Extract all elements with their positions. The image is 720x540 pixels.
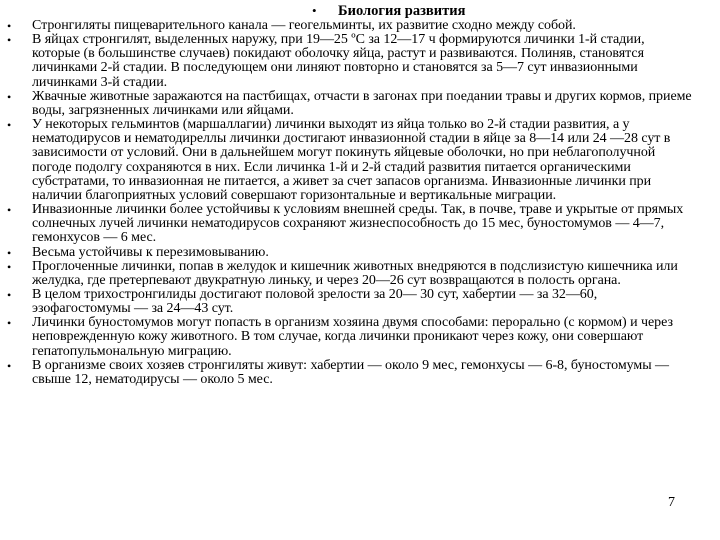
page-number: 7 <box>668 495 675 510</box>
list-item-text: Проглоченные личинки, попав в желудок и кишечник животных внедряются в подслизистую кишечника или желудка, где претерпевают двукратную линьку, и через 20—26 сут возвращаются в полость органа. <box>32 258 678 288</box>
list-item <box>0 246 692 260</box>
list-item <box>0 316 692 358</box>
bullet-marker: • <box>7 358 12 373</box>
page-title: Биология развития <box>338 3 466 19</box>
bullet-marker: • <box>7 316 12 331</box>
list-item <box>0 288 692 316</box>
title-bullet: • <box>312 3 317 18</box>
list-item <box>0 90 692 118</box>
list-item <box>0 19 692 33</box>
bullet-marker: • <box>7 203 12 218</box>
bullet-marker: • <box>7 19 12 33</box>
list-item-text: У некоторых гельминтов (маршаллагии) личинки выходят из яйца только во 2-й стадии развития, а у нематодирусов и нематодиреллы личинки достигают инвазионной стадии в яйце за 8—14 или 24 —28 сут в зависимости от условий. Они в дальнейшем могут покинуть яйцевые оболочки, но при неблагополучной погоде подолгу сохраняются в них. Если личинка 1-й и 2-й стадий развития питается органическими субстратами, то инвазионная не питается, а живет за счет запасов организма. Инвазионные личинки при наличии благоприятных условий совершают горизонтальные и вертикальные миграции. <box>32 117 671 203</box>
list-item-text: Личинки буностомумов могут попасть в организм хозяина двумя способами: перорально (с кормом) и через неповрежденную кожу животного. В том случае, когда личинки проникают через кожу, они совершают гепатопульмональную миграцию. <box>32 315 673 359</box>
bullet-marker: • <box>7 33 12 48</box>
list-item-text: Стронгиляты пищеварительного канала — геогельминты, их развитие сходно между собой. <box>32 18 576 33</box>
list-item <box>0 203 692 245</box>
bullet-list <box>0 19 720 387</box>
list-item <box>0 260 692 288</box>
list-item-text: Инвазионные личинки более устойчивы к условиям внешней среды. Так, в почве, траве и укрытые от прямых солнечных лучей личинки нематодирусов сохраняют жизнеспособность до 15 мес, буностомумов — 4—7, гемонхусов — 6 мес. <box>32 202 684 246</box>
list-item-text: В яйцах стронгилят, выделенных наружу, при 19—25 ºС за 12—17 ч формируются личинки 1-й стадии, которые (в большинстве случаев) покидают оболочку яйца, растут и развиваются. Полиняв, становятся личинками 2-й стадии. В последующем они линяют повторно и становятся за 5—7 сут инвазионными личинками 3-й стадии. <box>32 32 645 90</box>
bullet-marker: • <box>7 287 12 302</box>
list-item-text: В организме своих хозяев стронгиляты живут: хабертии — около 9 мес, гемонхусы — 6-8, буностомумы — свыше 12, нематодирусы — около 5 мес. <box>32 357 670 387</box>
list-item <box>0 118 692 203</box>
bullet-marker: • <box>7 245 12 260</box>
list-item <box>0 33 692 90</box>
list-item-text: В целом трихостронгилиды достигают половой зрелости за 20— 30 сут, хабертии — за 32—60, эзофагостомумы — за 24—43 сут. <box>32 286 598 317</box>
bullet-marker: • <box>7 89 12 104</box>
list-item-text: Весьма устойчивы к перезимовыванию. <box>32 244 269 260</box>
list-item-text: Жвачные животные заражаются на пастбищах, отчасти в загонах при поедании травы и других кормов, приеме воды, загрязненных личинками или яйцами. <box>32 88 692 118</box>
list-item <box>0 359 692 387</box>
bullet-marker: • <box>7 259 12 274</box>
bullet-marker: • <box>7 118 12 133</box>
